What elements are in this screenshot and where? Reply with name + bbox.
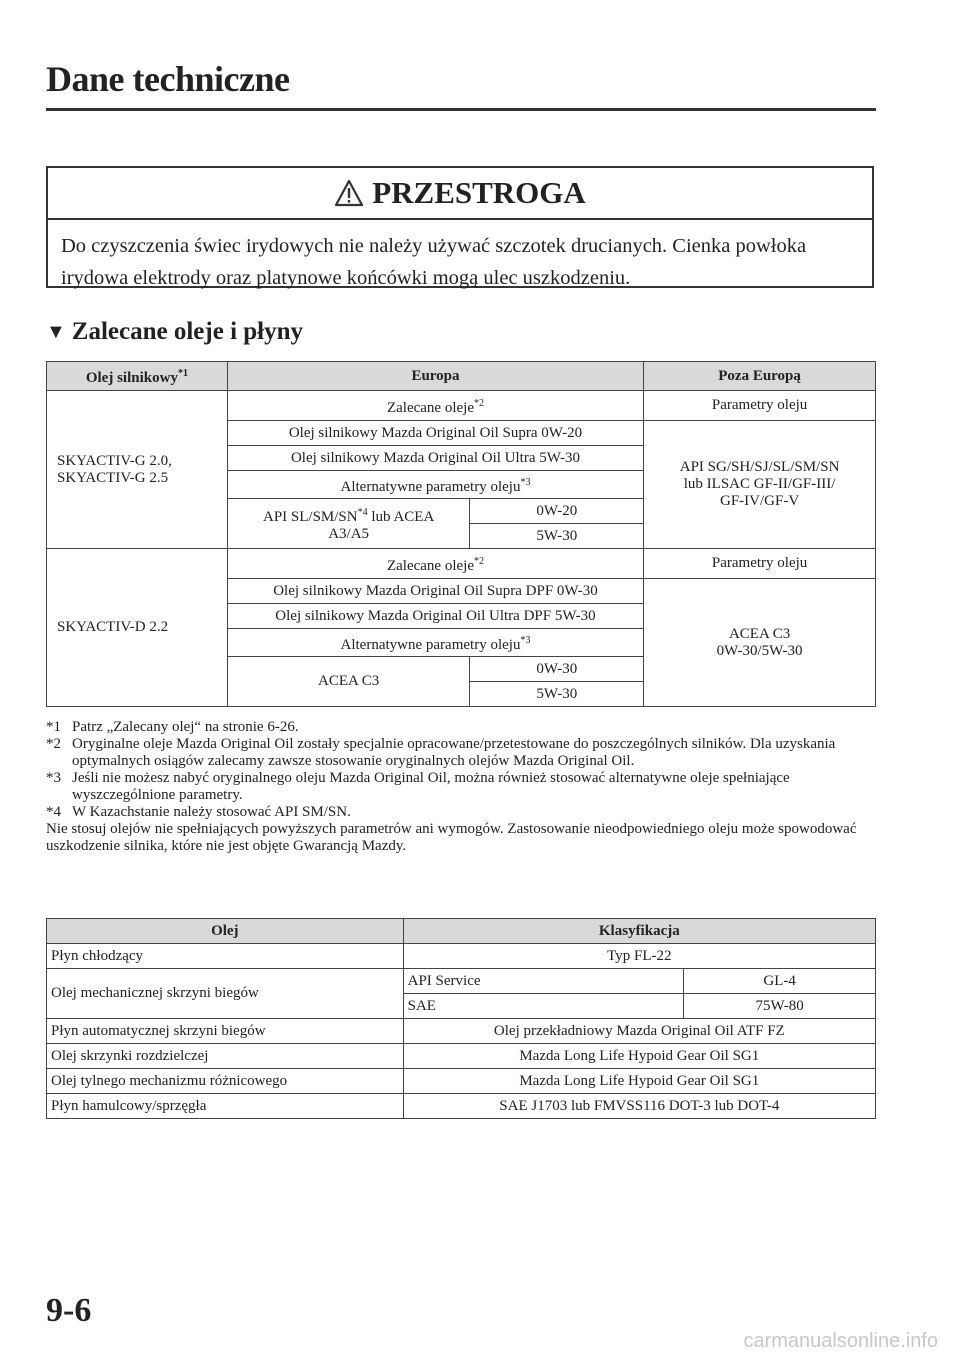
spec-value: 75W-80	[684, 994, 876, 1019]
fluid-name: Olej skrzynki rozdzielczej	[47, 1044, 404, 1069]
fluid-name: Olej tylnego mechanizmu różnicowego	[47, 1069, 404, 1094]
page-number: 9-6	[46, 1292, 92, 1329]
oil-name: Olej silnikowy Mazda Original Oil Supra DPF 0W-30	[227, 579, 643, 604]
viscosity: 0W-30	[470, 657, 644, 682]
table-row	[47, 1019, 876, 1044]
oil-name: Olej silnikowy Mazda Original Oil Ultra 5W-30	[227, 446, 643, 471]
alternative-spec: ACEA C3	[227, 657, 470, 707]
viscosity: 5W-30	[470, 682, 644, 707]
fluid-spec: Olej przekładniowy Mazda Original Oil ATF FZ	[403, 1019, 875, 1044]
engine-cell: SKYACTIV-G 2.0, SKYACTIV-G 2.5	[47, 391, 228, 549]
footnote: *1 Patrz „Zalecany olej“ na stronie 6-26.	[46, 719, 299, 735]
alternative-params-label: Alternatywne parametry oleju$^{*3}$	[227, 471, 643, 499]
title-divider	[46, 108, 876, 111]
outside-europe-spec: ACEA C3 0W-30/5W-30	[644, 579, 876, 707]
down-triangle-icon: ▼	[46, 320, 66, 343]
footnote: *4 W Kazachstanie należy stosować API SM/SN.	[46, 804, 351, 820]
table-header-row	[47, 362, 876, 391]
oil-name: Olej silnikowy Mazda Original Oil Ultra DPF 5W-30	[227, 604, 643, 629]
viscosity: 5W-30	[470, 524, 644, 549]
table-row	[47, 944, 876, 969]
table-row	[47, 1094, 876, 1119]
fluid-name: Płyn hamulcowy/sprzęgła	[47, 1094, 404, 1119]
fluid-spec: Mazda Long Life Hypoid Gear Oil SG1	[403, 1069, 875, 1094]
spec-key: API Service	[403, 969, 684, 994]
fluid-spec: Typ FL-22	[403, 944, 875, 969]
caution-box	[46, 166, 874, 288]
table-row	[47, 1044, 876, 1069]
recommended-oils-label: Zalecane oleje$^{*2}$	[227, 391, 643, 421]
caution-heading: PRZESTROGA	[372, 175, 586, 210]
viscosity: 0W-20	[470, 499, 644, 524]
fluid-name: Płyn automatycznej skrzyni biegów	[47, 1019, 404, 1044]
header-europe: Europa	[227, 362, 643, 391]
table-header-row	[47, 919, 876, 944]
outside-europe-spec: API SG/SH/SJ/SL/SM/SN lub ILSAC GF-II/GF-III/ GF-IV/GF-V	[644, 421, 876, 549]
alternative-spec: API SL/SM/SN$^{*4}$ lub ACEA A3/A5	[227, 499, 470, 549]
engine-oil-table	[46, 361, 876, 707]
caution-header	[48, 168, 872, 220]
section-heading	[46, 318, 303, 346]
spec-key: SAE	[403, 994, 684, 1019]
spec-value: GL-4	[684, 969, 876, 994]
oil-name: Olej silnikowy Mazda Original Oil Supra 0W-20	[227, 421, 643, 446]
warning-triangle-icon	[334, 179, 364, 207]
fluid-name: Olej mechanicznej skrzyni biegów	[47, 969, 404, 1019]
alternative-params-label: Alternatywne parametry oleju$^{*3}$	[227, 629, 643, 657]
section-title: Zalecane oleje i płyny	[71, 318, 304, 345]
footnote: *3 Jeśli nie możesz nabyć oryginalnego oleju Mazda Original Oil, można również stosować alternatywne oleje spełniające wyszczególnione parametry.	[46, 770, 790, 803]
page-title: Dane techniczne	[46, 59, 290, 99]
oil-warning-paragraph: Nie stosuj olejów nie spełniających powyższych parametrów ani wymogów. Zastosowanie nieodpowiedniego oleju może spowodować uszkodzenie silnika, które nie jest objęte Gwarancją Mazdy.	[46, 821, 857, 854]
caution-text: Do czyszczenia świec irydowych nie należy używać szczotek drucianych. Cienka powłoka irydowa elektrody oraz platynowe końcówki mogą ulec uszkodzeniu.	[61, 235, 807, 289]
fluid-spec: SAE J1703 lub FMVSS116 DOT-3 lub DOT-4	[403, 1094, 875, 1119]
watermark: carmanualsonline.info	[743, 1330, 938, 1352]
header-outside-europe: Poza Europą	[644, 362, 876, 391]
fluid-name: Płyn chłodzący	[47, 944, 404, 969]
header-oil: Olej	[47, 919, 404, 944]
engine-cell: SKYACTIV-D 2.2	[47, 549, 228, 707]
footnotes	[46, 719, 866, 855]
footnote: *2 Oryginalne oleje Mazda Original Oil zostały specjalnie opracowane/przetestowane do poszczególnych silników. Dla uzyskania optymalnych osiągów zalecamy zawsze stosowanie oryginalnych olejów Mazda Original Oil.	[46, 736, 836, 769]
fluids-table	[46, 918, 876, 1119]
oil-params-label: Parametry oleju	[644, 391, 876, 421]
oil-params-label: Parametry oleju	[644, 549, 876, 579]
header-classification: Klasyfikacja	[403, 919, 875, 944]
recommended-oils-label: Zalecane oleje$^{*2}$	[227, 549, 643, 579]
header-engine-oil: Olej silnikowy$^{*1}$	[47, 362, 228, 391]
table-row	[47, 969, 876, 994]
fluid-spec: Mazda Long Life Hypoid Gear Oil SG1	[403, 1044, 875, 1069]
table-row	[47, 1069, 876, 1094]
